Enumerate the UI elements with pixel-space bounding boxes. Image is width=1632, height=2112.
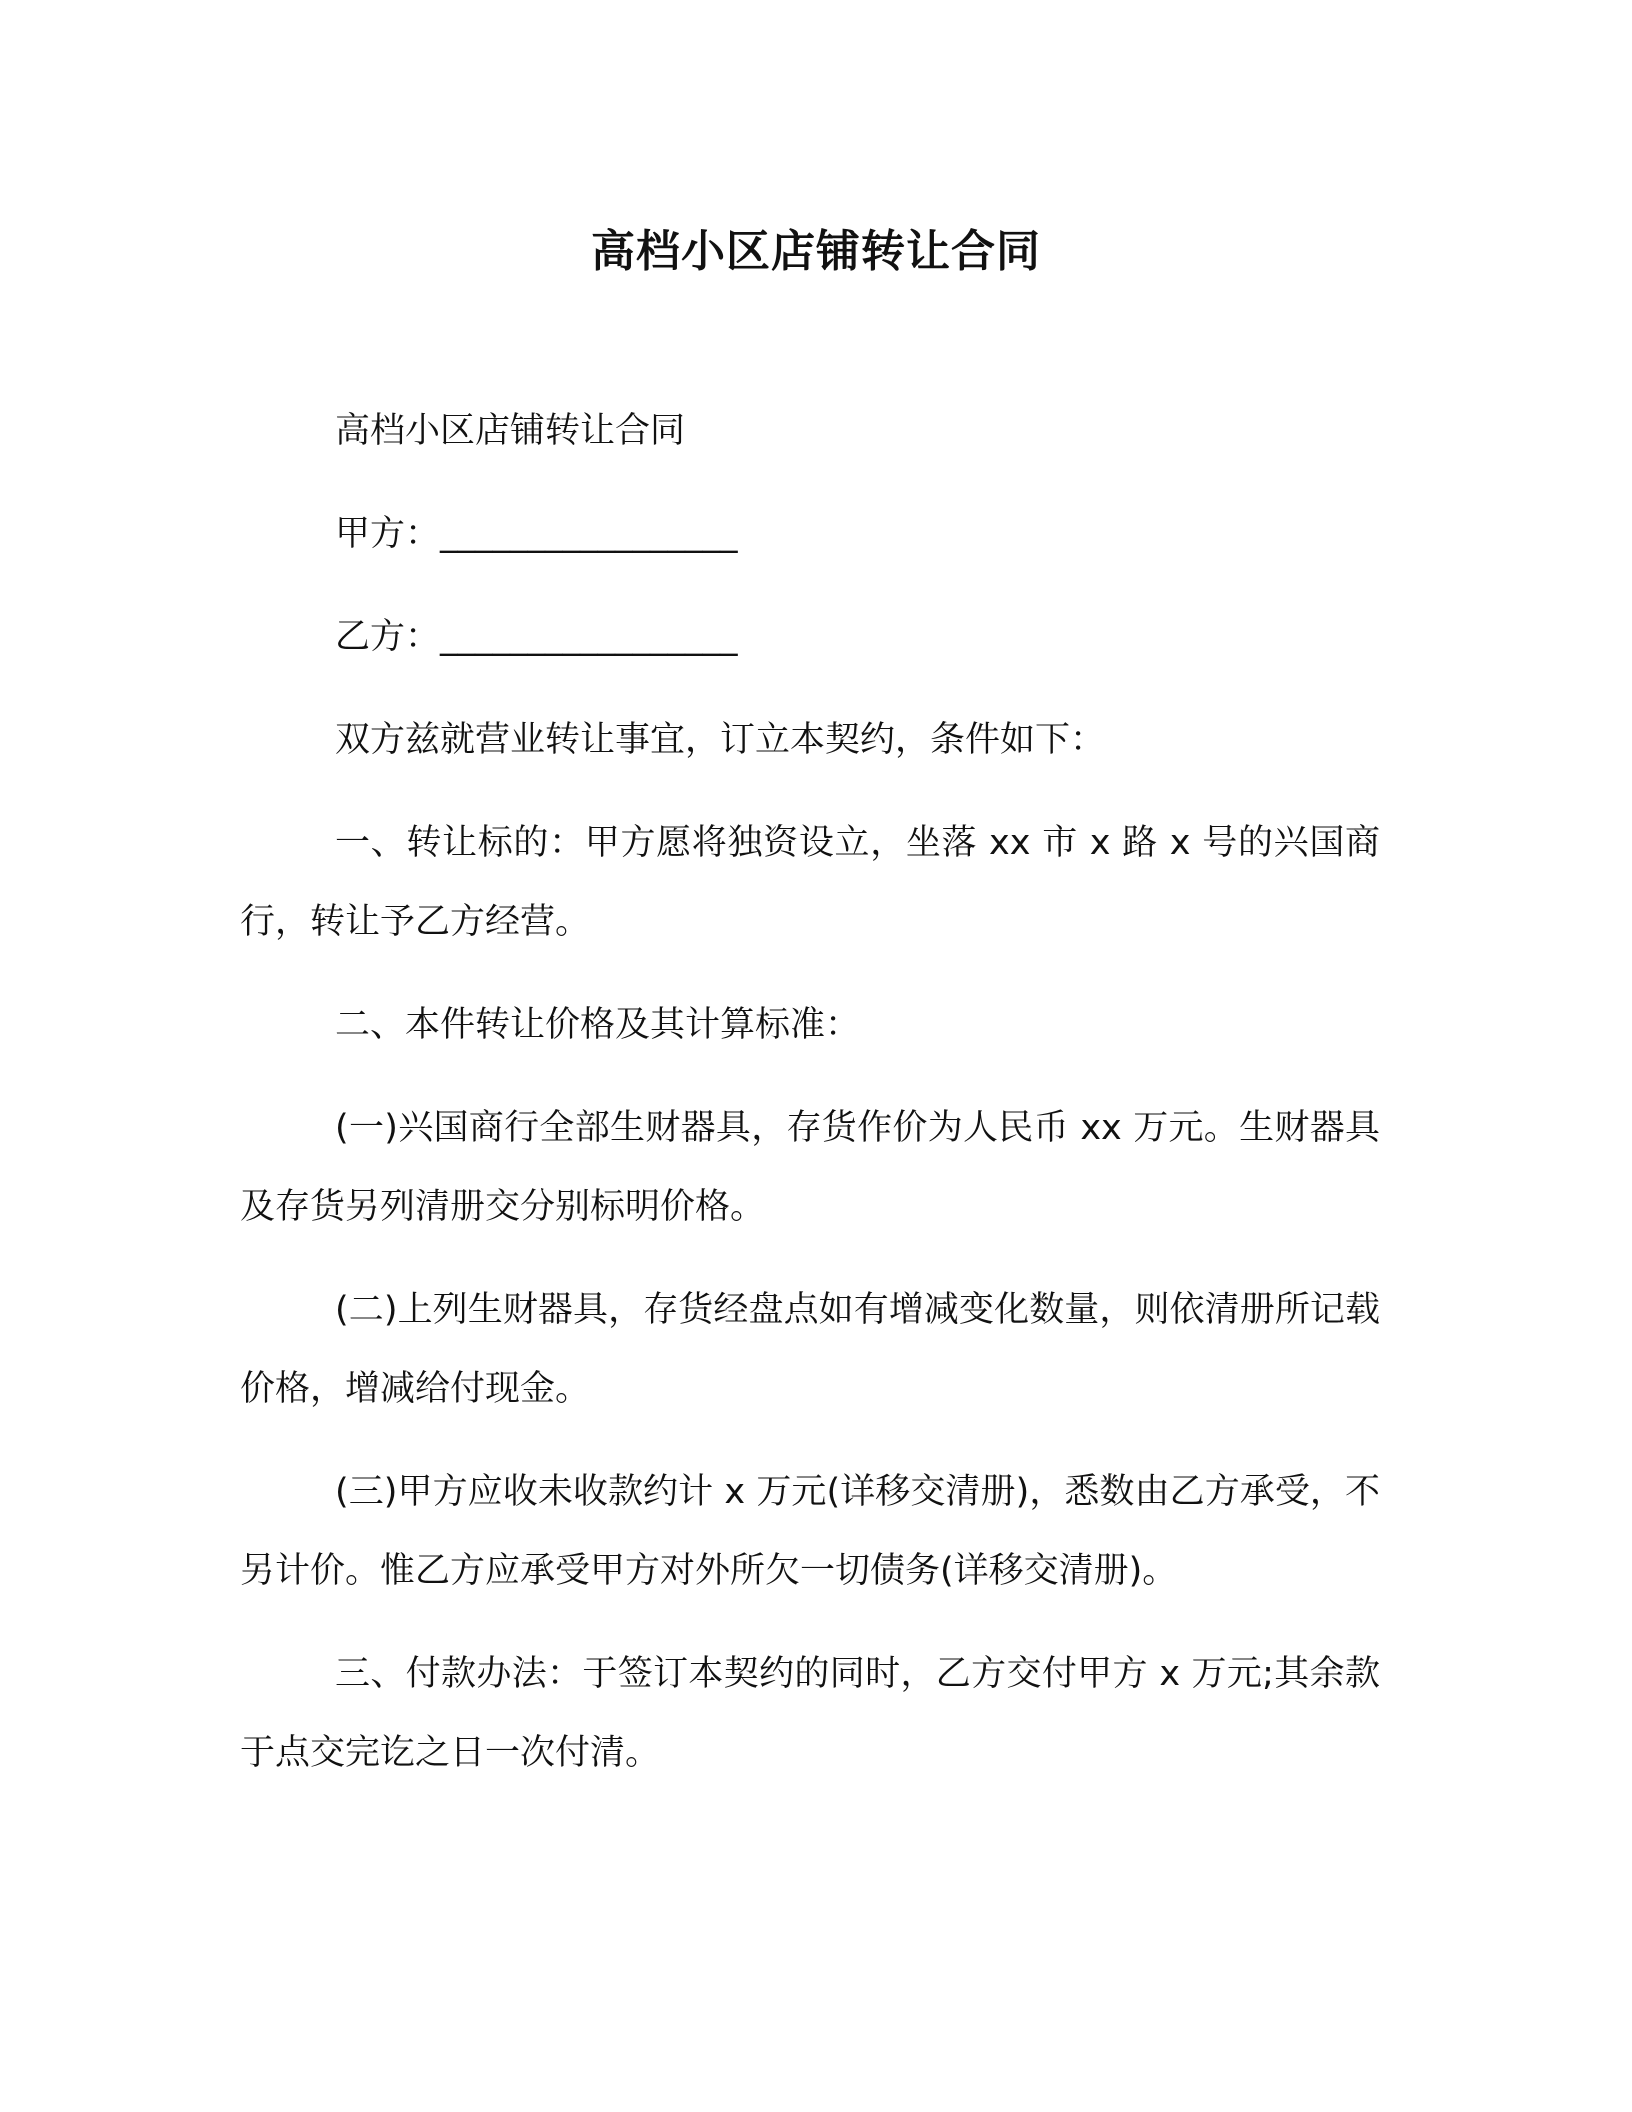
document-body xyxy=(240,392,1380,1817)
clause-2-item-2: (二)上列生财器具，存货经盘点如有增减变化数量，则依清册所记载价格，增减给付现金。 xyxy=(240,1290,1380,1409)
party-a-line: 甲方：_________________ xyxy=(335,514,738,554)
clause-1-paragraph: 一、转让标的：甲方愿将独资设立，坐落 xx 市 x 路 x 号的兴国商行，转让予乙方经营。 xyxy=(240,823,1380,942)
document-title: 高档小区店铺转让合同 xyxy=(591,226,1041,277)
clause-2-item-1: (一)兴国商行全部生财器具，存货作价为人民币 xx 万元。生财器具及存货另列清册交分别标明价格。 xyxy=(240,1108,1380,1227)
clause-2-item-3: (三)甲方应收未收款约计 x 万元(详移交清册)，悉数由乙方承受，不另计价。惟乙方应承受甲方对外所欠一切债务(详移交清册)。 xyxy=(240,1472,1380,1591)
party-b-line: 乙方：_________________ xyxy=(335,617,738,657)
clause-2-heading: 二、本件转让价格及其计算标准： xyxy=(335,1005,861,1045)
preamble-paragraph: 双方兹就营业转让事宜，订立本契约，条件如下： xyxy=(335,720,1106,760)
clause-3-paragraph: 三、付款办法：于签订本契约的同时，乙方交付甲方 x 万元;其余款于点交完讫之日一次付清。 xyxy=(240,1654,1380,1773)
body-heading: 高档小区店铺转让合同 xyxy=(335,411,686,451)
